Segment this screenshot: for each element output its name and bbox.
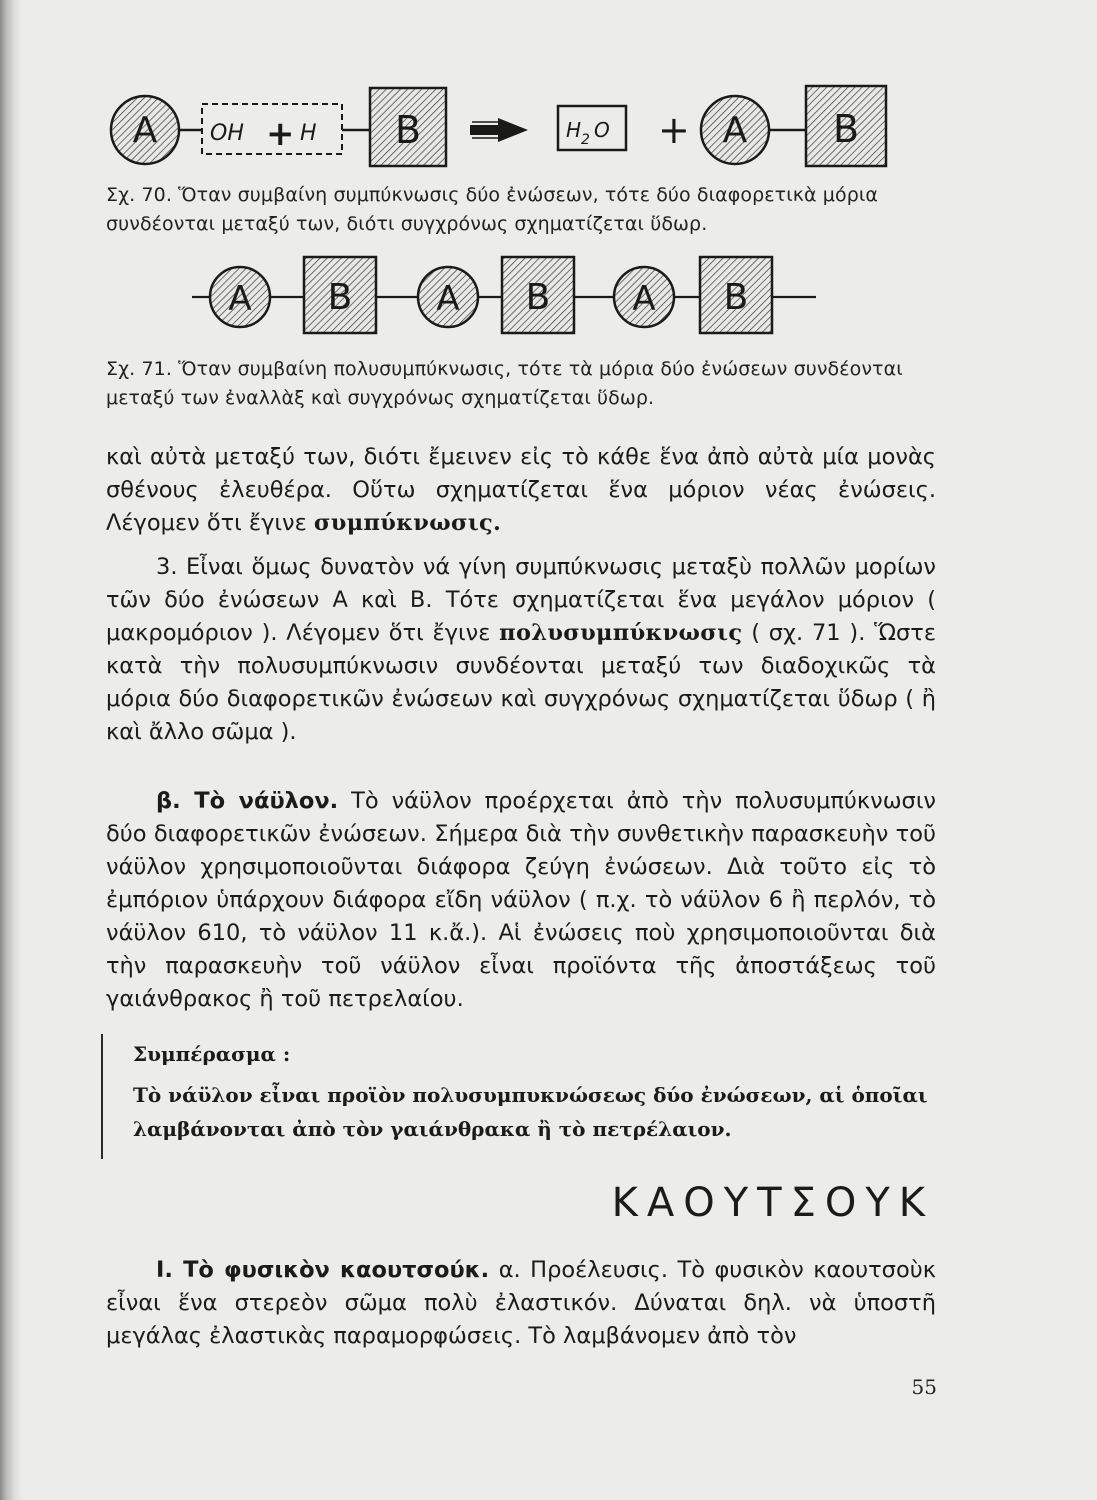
oh-h-dashed-box — [202, 104, 342, 154]
page-binding-edge — [0, 0, 22, 1500]
paragraph-text: καὶ αὐτὰ μεταξύ των, διότι ἔμεινεν εἰς τὸ κάθε ἕνα ἀπὸ αὐτὰ μία μονὰς σθένους ἐλευθέρα. Οὕτω σχηματίζεται ἕνα μόριον νέας ἐνώσεις. Λέγομεν ὅτι ἔγινε — [106, 444, 936, 536]
molecule-a-label: A — [132, 110, 158, 151]
chain-b-square-2 — [502, 257, 574, 333]
product-b-label: B — [832, 107, 860, 151]
water-subscript: 2 — [581, 132, 590, 148]
molecule-a-circle — [111, 96, 179, 164]
conclusion-title: Συμπέρασμα : — [133, 1042, 291, 1066]
chain-a-circle-2 — [418, 267, 478, 327]
chain-a-circle-3 — [614, 267, 674, 327]
chain-label: A — [436, 279, 460, 319]
plus-inner-label: + — [266, 114, 295, 154]
chain-a-circle-1 — [210, 267, 270, 327]
paragraph-condensation — [106, 441, 936, 540]
product-molecule-a-circle — [701, 96, 769, 164]
section-title: ΚΑΟΥΤΣΟΥΚ — [611, 1180, 934, 1226]
water-o-label: O — [594, 118, 610, 142]
conclusion-box — [101, 1034, 943, 1159]
conclusion-text: Τὸ νάϋλον εἶναι προϊὸν πολυσυμπυκνώσεως δύο ἐνώσεων, αἱ ὁποῖαι λαμβάνονται ἀπὸ τὸν γαιάνθρακα ἢ τὸ πετρέλαιον. — [133, 1083, 928, 1141]
chain-b-square-3 — [700, 257, 772, 333]
figure-70-caption: Σχ. 70. Ὅταν συμβαίνη συμπύκνωσις δύο ἐνώσεων, τότε δύο διαφορετικὰ μόρια συνδέονται μεταξύ των, διότι συγχρόνως σχηματίζεται ὕδωρ. — [106, 184, 879, 235]
term-condensation: συμπύκνωσις. — [313, 510, 502, 536]
paragraph-natural-rubber — [106, 1254, 936, 1353]
paragraph-text: α. Προέλευσις. Τὸ φυσικὸν καουτσοὺκ εἶναι ἕνα στερεὸν σῶμα πολὺ ἐλαστικόν. Δύναται δηλ. νὰ ὑποστῆ μεγάλας ἐλαστικὰς παραμορφώσεις. Τὸ λαμβάνομεν ἀπὸ τὸν — [106, 1257, 936, 1349]
figure-70-diagram — [100, 78, 900, 178]
paragraph-nylon — [106, 785, 936, 1016]
figure-71-caption: Σχ. 71. Ὅταν συμβαίνη πολυσυμπύκνωσις, τότε τὰ μόρια δύο ἐνώσεων συνδέονται μεταξύ των ἐναλλὰξ καὶ συγχρόνως σχηματίζεται ὕδωρ. — [106, 358, 903, 409]
nylon-heading: β. Τὸ νάϋλον. — [156, 788, 339, 814]
reaction-arrow-icon — [470, 118, 528, 142]
oh-label: OH — [210, 121, 244, 146]
chain-b-square-1 — [304, 257, 376, 333]
term-polycondensation: πολυσυμπύκνωσις — [499, 620, 743, 646]
chain-label: A — [632, 279, 656, 319]
product-a-label: A — [722, 110, 748, 151]
h-label: H — [300, 121, 317, 146]
chain-label: B — [327, 277, 353, 318]
paragraph-polycondensation — [106, 551, 936, 749]
chain-label: B — [723, 277, 749, 318]
water-h-label: H — [566, 118, 582, 142]
page-number: 55 — [911, 1375, 937, 1399]
molecule-b-square — [370, 88, 446, 166]
paragraph-text: ( σχ. 71 ). Ὥστε κατὰ τὴν πολυσυμπύκνωσιν συνδέονται μεταξύ των διαδοχικῶς τὰ μόρια δύο διαφορετικῶν ἐνώσεων καὶ συγχρόνως σχηματίζεται ὕδωρ ( ἢ καὶ ἄλλο σῶμα ). — [106, 620, 937, 745]
product-molecule-b-square — [806, 86, 886, 166]
chain-label: B — [525, 277, 551, 318]
molecule-b-label: B — [394, 108, 422, 152]
chain-label: A — [228, 279, 252, 319]
natural-rubber-heading: Ι. Τὸ φυσικὸν καουτσούκ. — [156, 1257, 490, 1283]
figure-71-diagram — [160, 255, 820, 360]
plus-outer-label: + — [658, 108, 690, 152]
paragraph-text: 3. Εἶναι ὅμως δυνατὸν νά γίνη συμπύκνωσις μεταξὺ πολλῶν μορίων τῶν δύο ἐνώσεων Α καὶ Β. Τότε σχηματίζεται ἕνα μεγάλον μόριον ( μακρομόριον ). Λέγομεν ὅτι ἔγινε — [106, 554, 936, 646]
paragraph-text: Τὸ νάϋλον προέρχεται ἀπὸ τὴν πολυσυμπύκνωσιν δύο διαφορετικῶν ἐνώσεων. Σήμερα διὰ τὴν συνθετικὴν παρασκευὴν τοῦ νάϋλον χρησιμοποιοῦνται διάφορα ζεύγη ἐνώσεων. Διὰ τοῦτο εἰς τὸ ἐμπόριον ὑπάρχουν διάφορα εἴδη νάϋλον ( π.χ. τὸ νάϋλον 6 ἢ περλόν, τὸ νάϋλον 610, τὸ νάϋλον 11 κ.ἄ.). Αἱ ἐνώσεις ποὺ χρησιμοποιοῦνται διὰ τὴν παρασκευὴν τοῦ νάϋλον εἶναι προϊόντα τῆς ἀποστάξεως τοῦ γαιάνθρακος ἢ τοῦ πετρελαίου. — [106, 788, 937, 1012]
water-box — [558, 106, 626, 150]
